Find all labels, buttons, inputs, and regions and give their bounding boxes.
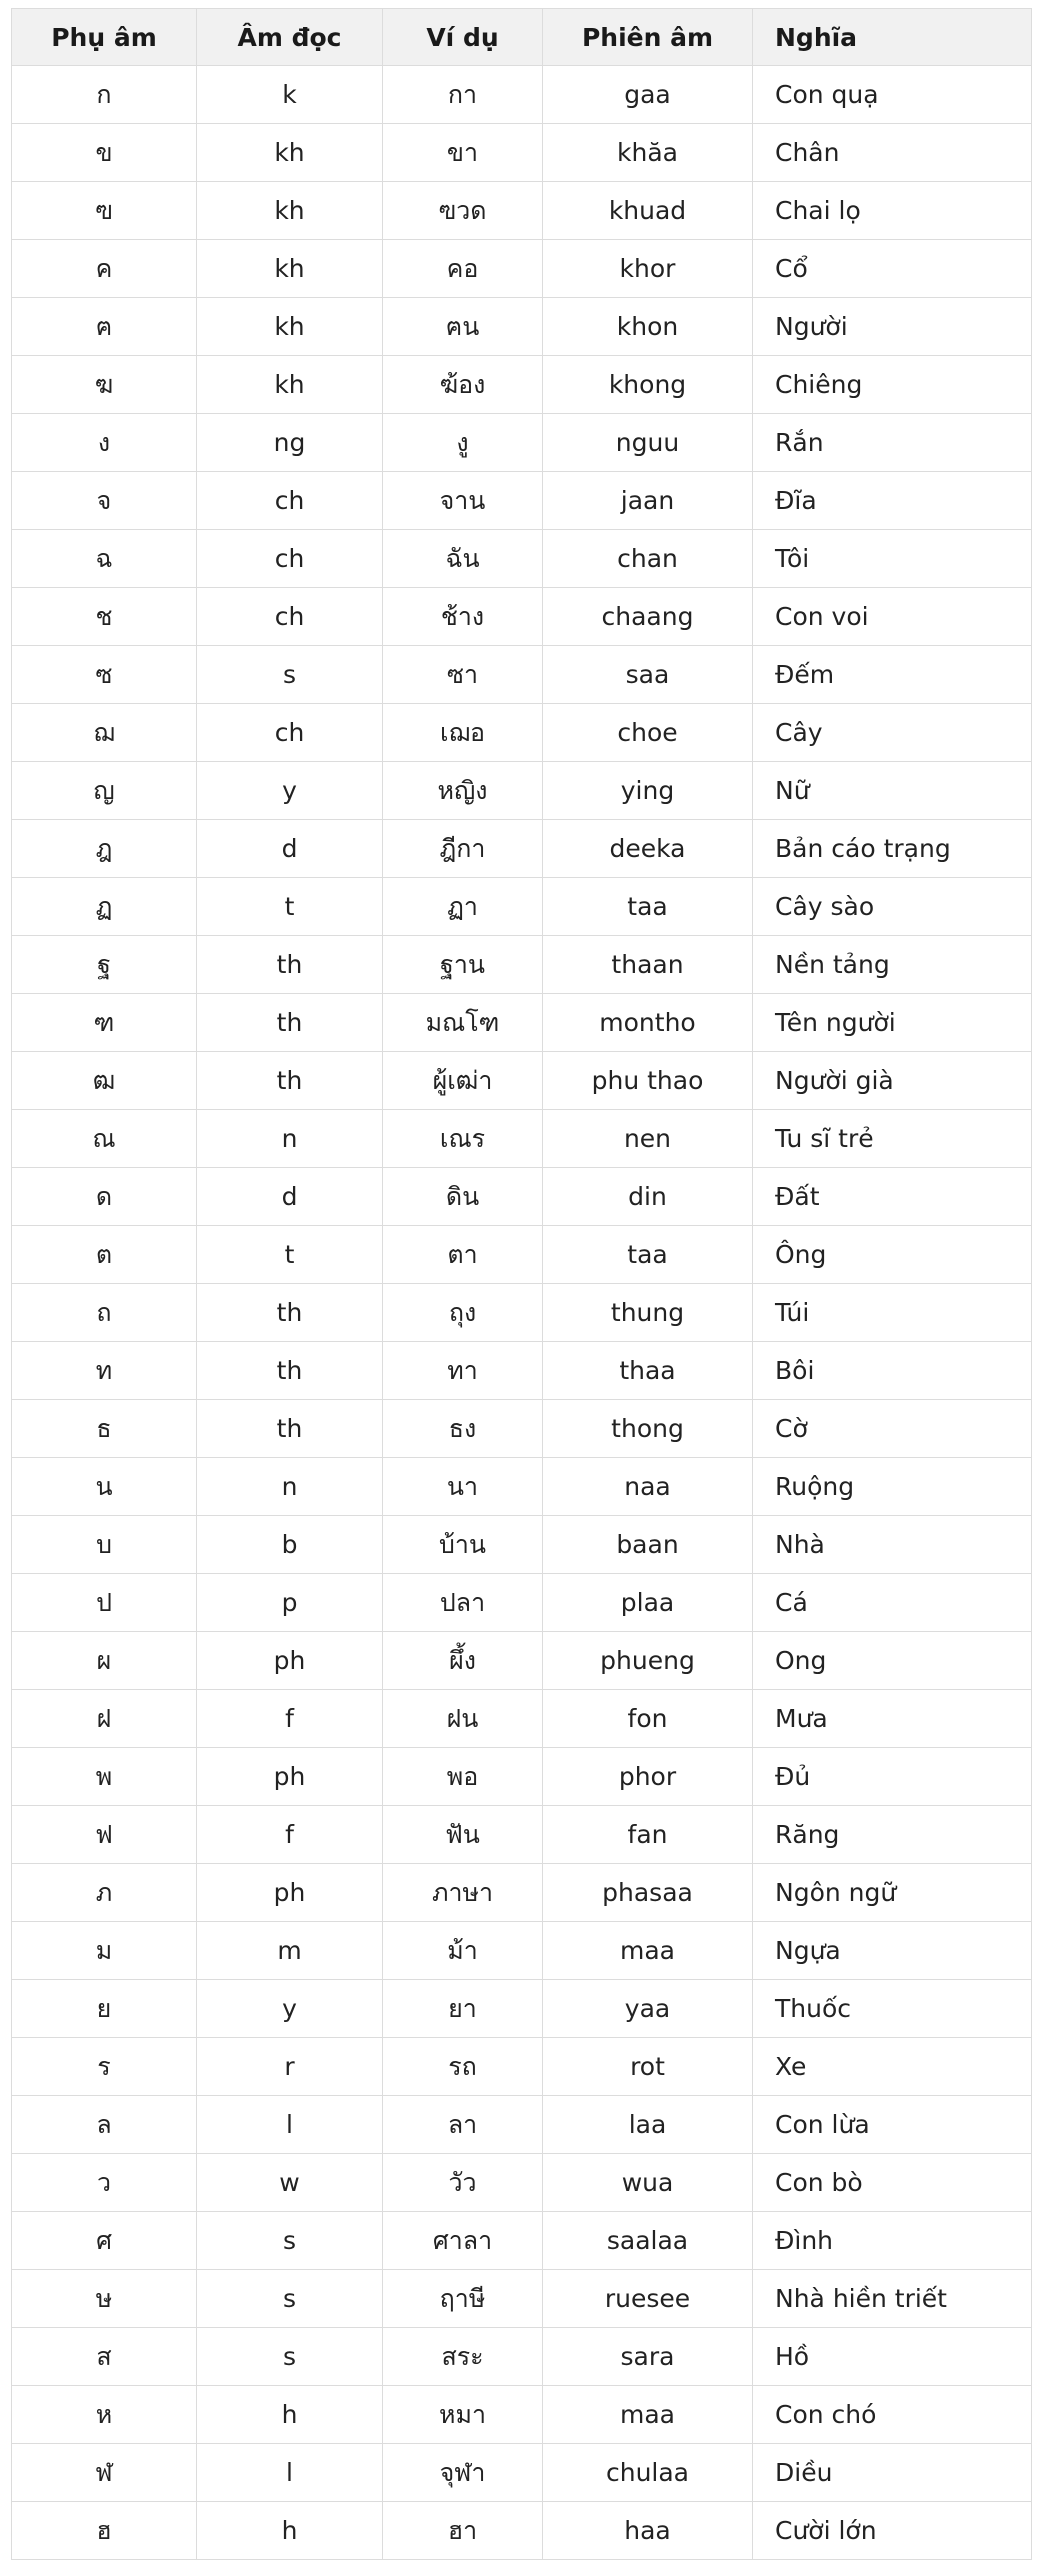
- consonant-cell: ห: [12, 2386, 197, 2444]
- meaning-cell: Mưa: [753, 1690, 1032, 1748]
- example-cell: เฌอ: [383, 704, 543, 762]
- table-body: [12, 66, 1032, 2560]
- pronunciation-cell: k: [197, 66, 383, 124]
- table-row: [12, 1400, 1032, 1458]
- consonant-cell: ธ: [12, 1400, 197, 1458]
- consonant-cell: ฐ: [12, 936, 197, 994]
- meaning-cell: Túi: [753, 1284, 1032, 1342]
- table-row: [12, 1632, 1032, 1690]
- pronunciation-cell: th: [197, 1052, 383, 1110]
- pronunciation-cell: ng: [197, 414, 383, 472]
- pronunciation-cell: ph: [197, 1864, 383, 1922]
- example-cell: ศาลา: [383, 2212, 543, 2270]
- consonant-cell: ฟ: [12, 1806, 197, 1864]
- meaning-cell: Con lừa: [753, 2096, 1032, 2154]
- transcription-cell: jaan: [543, 472, 753, 530]
- pronunciation-cell: s: [197, 2270, 383, 2328]
- example-cell: ซา: [383, 646, 543, 704]
- consonant-cell: ผ: [12, 1632, 197, 1690]
- example-cell: ผู้เฒ่า: [383, 1052, 543, 1110]
- table-row: [12, 2386, 1032, 2444]
- header-pronunciation: Âm đọc: [197, 9, 383, 66]
- example-cell: ฅน: [383, 298, 543, 356]
- meaning-cell: Đình: [753, 2212, 1032, 2270]
- transcription-cell: chan: [543, 530, 753, 588]
- meaning-cell: Chiêng: [753, 356, 1032, 414]
- meaning-cell: Thuốc: [753, 1980, 1032, 2038]
- transcription-cell: phueng: [543, 1632, 753, 1690]
- example-cell: เณร: [383, 1110, 543, 1168]
- example-cell: วัว: [383, 2154, 543, 2212]
- table-row: [12, 1980, 1032, 2038]
- meaning-cell: Cây sào: [753, 878, 1032, 936]
- consonant-cell: ฌ: [12, 704, 197, 762]
- pronunciation-cell: kh: [197, 124, 383, 182]
- pronunciation-cell: t: [197, 1226, 383, 1284]
- table-row: [12, 182, 1032, 240]
- pronunciation-cell: y: [197, 762, 383, 820]
- pronunciation-cell: s: [197, 2328, 383, 2386]
- pronunciation-cell: p: [197, 1574, 383, 1632]
- meaning-cell: Đất: [753, 1168, 1032, 1226]
- consonant-cell: ถ: [12, 1284, 197, 1342]
- consonant-cell: ต: [12, 1226, 197, 1284]
- pronunciation-cell: b: [197, 1516, 383, 1574]
- pronunciation-cell: d: [197, 1168, 383, 1226]
- meaning-cell: Đếm: [753, 646, 1032, 704]
- transcription-cell: saalaa: [543, 2212, 753, 2270]
- meaning-cell: Đĩa: [753, 472, 1032, 530]
- meaning-cell: Người: [753, 298, 1032, 356]
- consonant-cell: ฏ: [12, 878, 197, 936]
- transcription-cell: chulaa: [543, 2444, 753, 2502]
- consonant-cell: ฅ: [12, 298, 197, 356]
- example-cell: นา: [383, 1458, 543, 1516]
- table-row: [12, 646, 1032, 704]
- transcription-cell: khong: [543, 356, 753, 414]
- example-cell: ขา: [383, 124, 543, 182]
- meaning-cell: Ngôn ngữ: [753, 1864, 1032, 1922]
- meaning-cell: Cờ: [753, 1400, 1032, 1458]
- consonant-cell: ฃ: [12, 182, 197, 240]
- table-row: [12, 1284, 1032, 1342]
- table-row: [12, 1574, 1032, 1632]
- transcription-cell: baan: [543, 1516, 753, 1574]
- meaning-cell: Người già: [753, 1052, 1032, 1110]
- meaning-cell: Nền tảng: [753, 936, 1032, 994]
- table-row: [12, 1516, 1032, 1574]
- table-row: [12, 994, 1032, 1052]
- meaning-cell: Ruộng: [753, 1458, 1032, 1516]
- table-row: [12, 1458, 1032, 1516]
- meaning-cell: Răng: [753, 1806, 1032, 1864]
- example-cell: ผึ้ง: [383, 1632, 543, 1690]
- pronunciation-cell: y: [197, 1980, 383, 2038]
- meaning-cell: Ong: [753, 1632, 1032, 1690]
- consonant-cell: จ: [12, 472, 197, 530]
- meaning-cell: Cá: [753, 1574, 1032, 1632]
- table-row: [12, 472, 1032, 530]
- example-cell: ดิน: [383, 1168, 543, 1226]
- example-cell: ฉัน: [383, 530, 543, 588]
- header-transcription: Phiên âm: [543, 9, 753, 66]
- pronunciation-cell: d: [197, 820, 383, 878]
- table-row: [12, 2154, 1032, 2212]
- consonant-cell: พ: [12, 1748, 197, 1806]
- consonant-cell: ฝ: [12, 1690, 197, 1748]
- transcription-cell: laa: [543, 2096, 753, 2154]
- meaning-cell: Xe: [753, 2038, 1032, 2096]
- transcription-cell: fon: [543, 1690, 753, 1748]
- table-row: [12, 936, 1032, 994]
- pronunciation-cell: ch: [197, 472, 383, 530]
- table-row: [12, 2212, 1032, 2270]
- pronunciation-cell: ch: [197, 588, 383, 646]
- example-cell: รถ: [383, 2038, 543, 2096]
- meaning-cell: Con bò: [753, 2154, 1032, 2212]
- pronunciation-cell: n: [197, 1110, 383, 1168]
- table-row: [12, 820, 1032, 878]
- pronunciation-cell: th: [197, 936, 383, 994]
- example-cell: จุฬา: [383, 2444, 543, 2502]
- example-cell: ยา: [383, 1980, 543, 2038]
- transcription-cell: wua: [543, 2154, 753, 2212]
- pronunciation-cell: ch: [197, 704, 383, 762]
- consonant-cell: ร: [12, 2038, 197, 2096]
- example-cell: หมา: [383, 2386, 543, 2444]
- consonant-cell: ล: [12, 2096, 197, 2154]
- example-cell: ม้า: [383, 1922, 543, 1980]
- pronunciation-cell: h: [197, 2386, 383, 2444]
- table-header: [12, 9, 1032, 66]
- pronunciation-cell: f: [197, 1806, 383, 1864]
- header-example: Ví dụ: [383, 9, 543, 66]
- example-cell: กา: [383, 66, 543, 124]
- table-row: [12, 1168, 1032, 1226]
- pronunciation-cell: h: [197, 2502, 383, 2560]
- transcription-cell: khor: [543, 240, 753, 298]
- meaning-cell: Hồ: [753, 2328, 1032, 2386]
- meaning-cell: Tên người: [753, 994, 1032, 1052]
- example-cell: ฏา: [383, 878, 543, 936]
- transcription-cell: thong: [543, 1400, 753, 1458]
- example-cell: ช้าง: [383, 588, 543, 646]
- example-cell: สระ: [383, 2328, 543, 2386]
- transcription-cell: deeka: [543, 820, 753, 878]
- pronunciation-cell: th: [197, 1284, 383, 1342]
- table-row: [12, 530, 1032, 588]
- consonant-cell: ย: [12, 1980, 197, 2038]
- header-consonant: Phụ âm: [12, 9, 197, 66]
- meaning-cell: Ông: [753, 1226, 1032, 1284]
- meaning-cell: Con chó: [753, 2386, 1032, 2444]
- pronunciation-cell: th: [197, 1342, 383, 1400]
- pronunciation-cell: w: [197, 2154, 383, 2212]
- transcription-cell: plaa: [543, 1574, 753, 1632]
- table-row: [12, 2270, 1032, 2328]
- example-cell: ถุง: [383, 1284, 543, 1342]
- transcription-cell: thung: [543, 1284, 753, 1342]
- consonant-cell: ส: [12, 2328, 197, 2386]
- table-row: [12, 298, 1032, 356]
- table-row: [12, 762, 1032, 820]
- table-row: [12, 2328, 1032, 2386]
- transcription-cell: phasaa: [543, 1864, 753, 1922]
- transcription-cell: phu thao: [543, 1052, 753, 1110]
- consonant-cell: ซ: [12, 646, 197, 704]
- meaning-cell: Con quạ: [753, 66, 1032, 124]
- example-cell: คอ: [383, 240, 543, 298]
- table-row: [12, 2444, 1032, 2502]
- transcription-cell: maa: [543, 2386, 753, 2444]
- transcription-cell: maa: [543, 1922, 753, 1980]
- consonant-cell: ศ: [12, 2212, 197, 2270]
- consonant-cell: ฒ: [12, 1052, 197, 1110]
- meaning-cell: Bôi: [753, 1342, 1032, 1400]
- pronunciation-cell: kh: [197, 182, 383, 240]
- example-cell: มณโฑ: [383, 994, 543, 1052]
- consonant-cell: ง: [12, 414, 197, 472]
- table-row: [12, 704, 1032, 762]
- meaning-cell: Tôi: [753, 530, 1032, 588]
- consonant-cell: ษ: [12, 2270, 197, 2328]
- header-row: [12, 9, 1032, 66]
- example-cell: ทา: [383, 1342, 543, 1400]
- transcription-cell: gaa: [543, 66, 753, 124]
- consonant-cell: ฆ: [12, 356, 197, 414]
- pronunciation-cell: kh: [197, 356, 383, 414]
- transcription-cell: khon: [543, 298, 753, 356]
- transcription-cell: saa: [543, 646, 753, 704]
- example-cell: ฆ้อง: [383, 356, 543, 414]
- pronunciation-cell: n: [197, 1458, 383, 1516]
- transcription-cell: yaa: [543, 1980, 753, 2038]
- example-cell: ปลา: [383, 1574, 543, 1632]
- example-cell: ฐาน: [383, 936, 543, 994]
- transcription-cell: ruesee: [543, 2270, 753, 2328]
- transcription-cell: rot: [543, 2038, 753, 2096]
- example-cell: ฎีกา: [383, 820, 543, 878]
- consonant-cell: ค: [12, 240, 197, 298]
- consonant-cell: ฮ: [12, 2502, 197, 2560]
- table-row: [12, 2038, 1032, 2096]
- transcription-cell: sara: [543, 2328, 753, 2386]
- example-cell: บ้าน: [383, 1516, 543, 1574]
- transcription-cell: choe: [543, 704, 753, 762]
- meaning-cell: Bản cáo trạng: [753, 820, 1032, 878]
- table-row: [12, 1864, 1032, 1922]
- transcription-cell: montho: [543, 994, 753, 1052]
- example-cell: ภาษา: [383, 1864, 543, 1922]
- example-cell: ธง: [383, 1400, 543, 1458]
- pronunciation-cell: ph: [197, 1748, 383, 1806]
- table-row: [12, 2502, 1032, 2560]
- transcription-cell: fan: [543, 1806, 753, 1864]
- example-cell: งู: [383, 414, 543, 472]
- transcription-cell: taa: [543, 1226, 753, 1284]
- meaning-cell: Đủ: [753, 1748, 1032, 1806]
- table-row: [12, 588, 1032, 646]
- meaning-cell: Nhà hiền triết: [753, 2270, 1032, 2328]
- example-cell: ฝน: [383, 1690, 543, 1748]
- table-row: [12, 2096, 1032, 2154]
- consonant-cell: ฉ: [12, 530, 197, 588]
- consonant-cell: ป: [12, 1574, 197, 1632]
- example-cell: ฃวด: [383, 182, 543, 240]
- transcription-cell: thaan: [543, 936, 753, 994]
- meaning-cell: Cổ: [753, 240, 1032, 298]
- table-row: [12, 1052, 1032, 1110]
- table-row: [12, 1922, 1032, 1980]
- consonant-cell: บ: [12, 1516, 197, 1574]
- meaning-cell: Nhà: [753, 1516, 1032, 1574]
- table-row: [12, 1806, 1032, 1864]
- meaning-cell: Ngựa: [753, 1922, 1032, 1980]
- table-row: [12, 240, 1032, 298]
- consonant-cell: ภ: [12, 1864, 197, 1922]
- example-cell: ฟัน: [383, 1806, 543, 1864]
- consonant-cell: น: [12, 1458, 197, 1516]
- example-cell: จาน: [383, 472, 543, 530]
- header-meaning: Nghĩa: [753, 9, 1032, 66]
- table-row: [12, 356, 1032, 414]
- consonant-cell: ญ: [12, 762, 197, 820]
- pronunciation-cell: f: [197, 1690, 383, 1748]
- pronunciation-cell: th: [197, 1400, 383, 1458]
- pronunciation-cell: th: [197, 994, 383, 1052]
- transcription-cell: naa: [543, 1458, 753, 1516]
- transcription-cell: haa: [543, 2502, 753, 2560]
- example-cell: พอ: [383, 1748, 543, 1806]
- meaning-cell: Diều: [753, 2444, 1032, 2502]
- transcription-cell: thaa: [543, 1342, 753, 1400]
- meaning-cell: Con voi: [753, 588, 1032, 646]
- transcription-cell: phor: [543, 1748, 753, 1806]
- consonant-cell: ด: [12, 1168, 197, 1226]
- transcription-cell: nen: [543, 1110, 753, 1168]
- table-row: [12, 1110, 1032, 1168]
- consonant-cell: ฬ: [12, 2444, 197, 2502]
- table-row: [12, 878, 1032, 936]
- pronunciation-cell: m: [197, 1922, 383, 1980]
- table-row: [12, 1342, 1032, 1400]
- transcription-cell: khăa: [543, 124, 753, 182]
- pronunciation-cell: s: [197, 2212, 383, 2270]
- transcription-cell: nguu: [543, 414, 753, 472]
- transcription-cell: taa: [543, 878, 753, 936]
- meaning-cell: Nữ: [753, 762, 1032, 820]
- transcription-cell: din: [543, 1168, 753, 1226]
- table-row: [12, 124, 1032, 182]
- pronunciation-cell: l: [197, 2096, 383, 2154]
- example-cell: ฤาษี: [383, 2270, 543, 2328]
- transcription-cell: chaang: [543, 588, 753, 646]
- pronunciation-cell: r: [197, 2038, 383, 2096]
- table-row: [12, 1748, 1032, 1806]
- meaning-cell: Cây: [753, 704, 1032, 762]
- meaning-cell: Tu sĩ trẻ: [753, 1110, 1032, 1168]
- meaning-cell: Cười lớn: [753, 2502, 1032, 2560]
- table-row: [12, 1690, 1032, 1748]
- pronunciation-cell: t: [197, 878, 383, 936]
- pronunciation-cell: l: [197, 2444, 383, 2502]
- table-row: [12, 1226, 1032, 1284]
- pronunciation-cell: ph: [197, 1632, 383, 1690]
- example-cell: ลา: [383, 2096, 543, 2154]
- pronunciation-cell: kh: [197, 298, 383, 356]
- consonant-cell: ท: [12, 1342, 197, 1400]
- meaning-cell: Chai lọ: [753, 182, 1032, 240]
- transcription-cell: khuad: [543, 182, 753, 240]
- consonant-cell: ก: [12, 66, 197, 124]
- consonant-cell: ฑ: [12, 994, 197, 1052]
- pronunciation-cell: kh: [197, 240, 383, 298]
- consonant-cell: ช: [12, 588, 197, 646]
- table-row: [12, 414, 1032, 472]
- consonant-table-container: [11, 8, 1031, 2560]
- consonant-cell: ม: [12, 1922, 197, 1980]
- consonant-cell: ณ: [12, 1110, 197, 1168]
- thai-consonant-table: [11, 8, 1032, 2560]
- consonant-cell: ฎ: [12, 820, 197, 878]
- table-row: [12, 66, 1032, 124]
- consonant-cell: ข: [12, 124, 197, 182]
- example-cell: ฮา: [383, 2502, 543, 2560]
- transcription-cell: ying: [543, 762, 753, 820]
- meaning-cell: Rắn: [753, 414, 1032, 472]
- example-cell: หญิง: [383, 762, 543, 820]
- consonant-cell: ว: [12, 2154, 197, 2212]
- meaning-cell: Chân: [753, 124, 1032, 182]
- pronunciation-cell: ch: [197, 530, 383, 588]
- example-cell: ตา: [383, 1226, 543, 1284]
- pronunciation-cell: s: [197, 646, 383, 704]
